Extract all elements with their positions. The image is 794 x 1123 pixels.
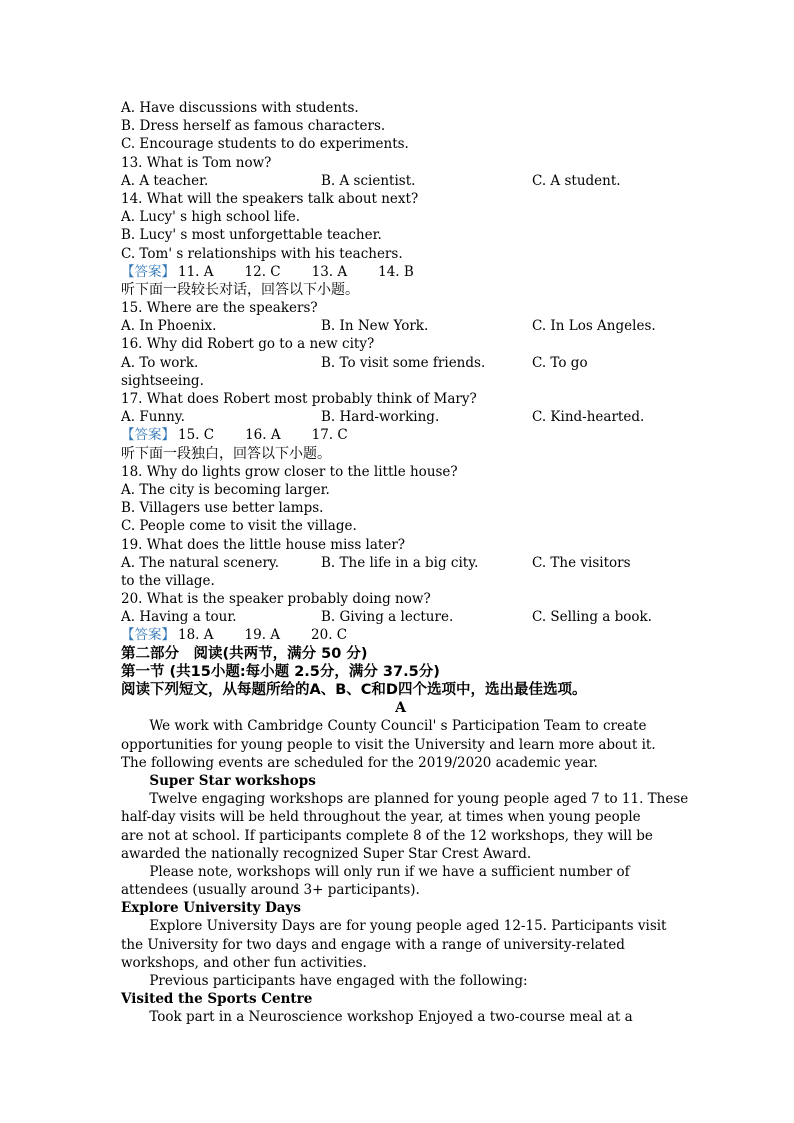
option-b: B. A scientist. <box>321 172 416 189</box>
answer-line <box>121 263 680 281</box>
text-line: A. Have discussions with students. <box>121 100 359 116</box>
text-line: 13. What is Tom now? <box>121 154 272 171</box>
listening-instruction: 听下面一段较长对话，回答以下小题。 <box>121 281 359 298</box>
subheading: Explore University Days <box>121 900 301 917</box>
text-line: C. Tom' s relationships with his teachers. <box>121 245 403 262</box>
option-c: C. To go <box>532 354 588 371</box>
paragraph-line: Please note, workshops will only run if we have a sufficient number of <box>149 863 630 880</box>
section-heading: 第二部分 阅读(共两节，满分 50 分) <box>121 645 368 662</box>
answer-label: 【答案】 <box>121 263 175 280</box>
answer-item: 11. A <box>178 263 214 280</box>
options-row <box>121 554 680 572</box>
answer-label: 【答案】 <box>121 627 175 644</box>
answer-item: 16. A <box>245 427 281 444</box>
options-row <box>121 408 680 426</box>
answer-item: 14. B <box>378 263 414 280</box>
answer-item: 15. C <box>178 427 215 444</box>
option-a: A. The natural scenery. <box>121 554 280 571</box>
option-c: C. A student. <box>532 172 621 189</box>
option-b: B. The life in a big city. <box>321 554 479 571</box>
answer-item: 20. C <box>311 627 348 644</box>
answer-item: 12. C <box>244 263 281 280</box>
option-b: B. In New York. <box>321 318 429 335</box>
options-row <box>121 354 680 372</box>
document-content <box>121 99 689 1027</box>
text-line: 19. What does the little house miss later? <box>121 536 406 553</box>
paragraph-line: Twelve engaging workshops are planned for young people aged 7 to 11. These <box>149 791 689 808</box>
answer-item: 17. C <box>311 427 348 444</box>
text-line: are not at school. If participants complete 8 of the 12 workshops, they will be <box>121 827 653 844</box>
text-line: B. Lucy' s most unforgettable teacher. <box>121 227 382 244</box>
text-line: to the village. <box>121 572 215 589</box>
text-line: B. Dress herself as famous characters. <box>121 118 386 135</box>
options-row <box>121 172 680 190</box>
option-a: A. Funny. <box>121 409 185 426</box>
section-heading: 阅读下列短文，从每题所给的A、B、C和D四个选项中，选出最佳选项。 <box>121 682 587 698</box>
subheading: Visited the Sports Centre <box>121 991 313 1008</box>
subheading: Super Star workshops <box>149 772 316 789</box>
answer-item: 19. A <box>244 627 281 644</box>
section-heading: 第一节 (共15小题:每小题 2.5分，满分 37.5分) <box>121 663 440 680</box>
text-line: 17. What does Robert most probably think of Mary? <box>121 391 477 407</box>
text-line: 14. What will the speakers talk about next? <box>121 190 419 207</box>
answer-item: 13. A <box>311 263 348 280</box>
text-line: workshops, and other fun activities. <box>121 954 367 971</box>
passage-label: A <box>395 700 406 717</box>
text-line: A. Lucy' s high school life. <box>121 209 301 226</box>
text-line: 20. What is the speaker probably doing now? <box>121 591 431 608</box>
paragraph-line: Took part in a Neuroscience workshop Enjoyed a two-course meal at a <box>149 1009 633 1026</box>
text-line: The following events are scheduled for the 2019/2020 academic year. <box>121 754 598 771</box>
text-line: A. The city is becoming larger. <box>121 481 330 498</box>
option-b: B. To visit some friends. <box>321 354 486 371</box>
text-line: C. Encourage students to do experiments. <box>121 136 409 153</box>
answer-label: 【答案】 <box>121 427 175 444</box>
answer-line <box>121 426 680 444</box>
listening-instruction: 听下面一段独白，回答以下小题。 <box>121 445 331 462</box>
answer-line <box>121 626 680 644</box>
text-line: half-day visits will be held throughout the year, at times when young people <box>121 809 641 826</box>
option-c: C. Selling a book. <box>532 609 652 626</box>
text-line: B. Villagers use better lamps. <box>121 500 324 517</box>
option-c: C. Kind-hearted. <box>532 409 645 426</box>
text-line: awarded the nationally recognized Super Star Crest Award. <box>121 845 532 862</box>
text-line: C. People come to visit the village. <box>121 518 357 535</box>
option-b: B. Giving a lecture. <box>321 609 454 626</box>
option-a: A. To work. <box>121 354 199 371</box>
option-c: C. The visitors <box>532 554 631 571</box>
option-a: A. Having a tour. <box>121 609 237 626</box>
option-a: A. In Phoenix. <box>121 318 217 335</box>
option-c: C. In Los Angeles. <box>532 318 656 335</box>
option-a: A. A teacher. <box>121 172 209 189</box>
paragraph-line: We work with Cambridge County Council' s Participation Team to create <box>149 718 647 735</box>
paragraph-line: Previous participants have engaged with the following: <box>149 973 528 989</box>
paragraph-line: Explore University Days are for young people aged 12-15. Participants visit <box>149 918 667 935</box>
option-b: B. Hard-working. <box>321 409 440 426</box>
options-row <box>121 317 680 335</box>
answer-item: 18. A <box>178 627 214 644</box>
text-line: attendees (usually around 3+ participants). <box>121 882 420 899</box>
text-line: sightseeing. <box>121 372 204 389</box>
text-line: the University for two days and engage with a range of university-related <box>121 936 625 953</box>
text-line: 18. Why do lights grow closer to the little house? <box>121 463 458 480</box>
options-row <box>121 608 680 626</box>
text-line: 15. Where are the speakers? <box>121 300 318 317</box>
text-line: opportunities for young people to visit the University and learn more about it. <box>121 736 656 753</box>
text-line: 16. Why did Robert go to a new city? <box>121 336 375 353</box>
